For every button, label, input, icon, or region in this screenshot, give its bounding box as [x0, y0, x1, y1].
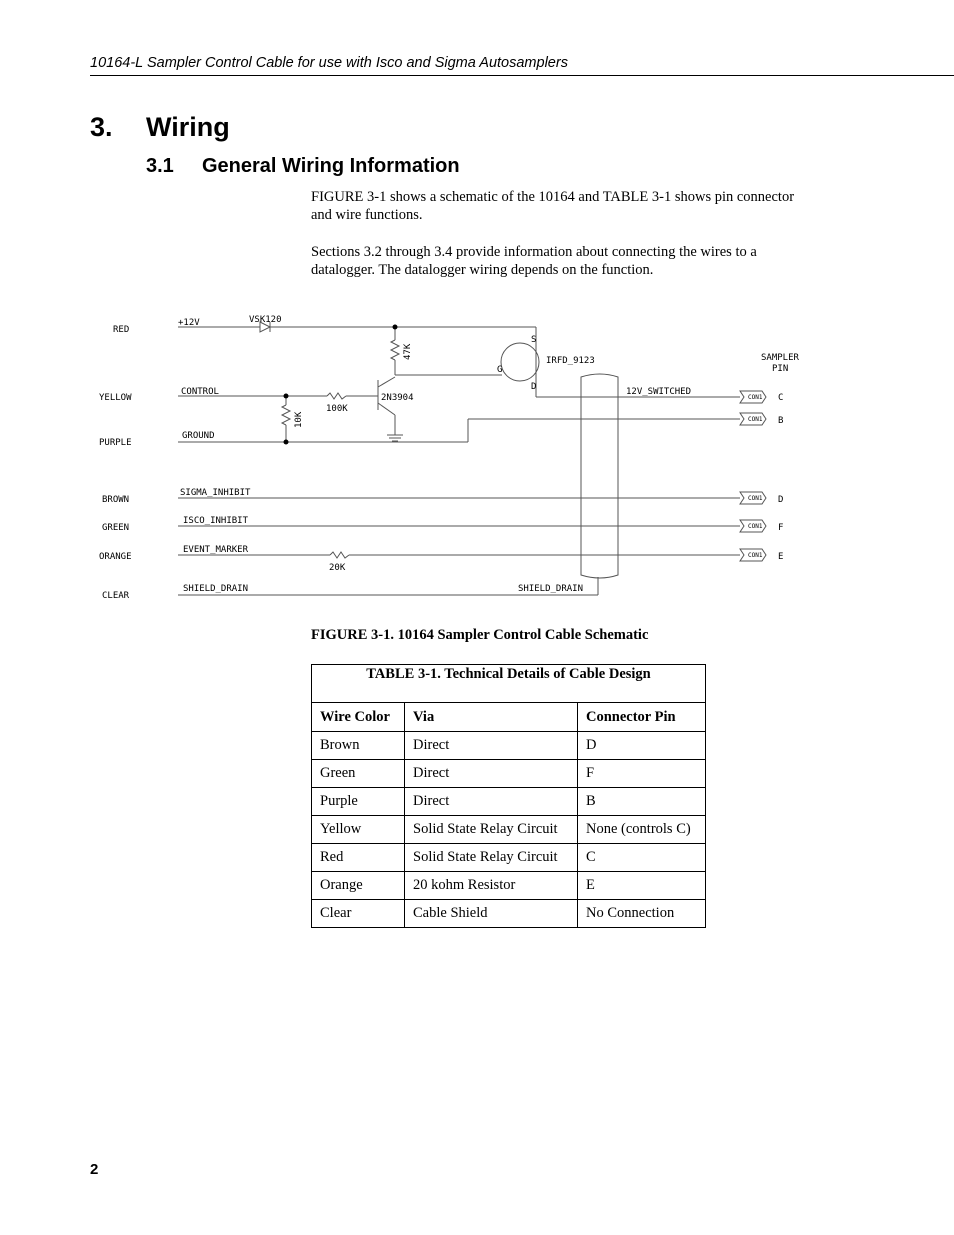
pin-b: B	[778, 416, 784, 426]
table-row	[312, 788, 706, 816]
cell-via: Direct	[405, 732, 578, 760]
wiring-schematic	[90, 305, 810, 605]
table-row	[312, 844, 706, 872]
subsection-title: General Wiring Information	[202, 155, 460, 177]
pin-e: E	[778, 552, 784, 562]
figure-caption: FIGURE 3-1. 10164 Sampler Control Cable Schematic	[311, 627, 649, 643]
table-row	[312, 732, 706, 760]
wire-red: RED	[113, 325, 130, 335]
net-sigma-inhibit: SIGMA_INHIBIT	[180, 488, 251, 498]
pin-f: F	[778, 523, 784, 533]
subsection-number: 3.1	[146, 155, 174, 177]
cell-wire-color: Orange	[312, 872, 405, 900]
section-heading	[90, 112, 230, 143]
wire-yellow: YELLOW	[99, 393, 132, 403]
paragraph-sections: Sections 3.2 through 3.4 provide information about connecting the wires to a datalogger. The datalogger wiring depends on the function.	[311, 244, 757, 278]
label-47k: 47K	[403, 343, 413, 360]
table-title: TABLE 3-1. Technical Details of Cable Design	[312, 665, 706, 703]
sampler-pin-label-1: SAMPLER	[761, 353, 799, 363]
section-number: 3.	[90, 112, 113, 142]
wire-purple: PURPLE	[99, 438, 132, 448]
conn-tag-c: CON1	[748, 394, 763, 401]
wire-brown: BROWN	[102, 495, 130, 505]
cell-via: Direct	[405, 788, 578, 816]
table-row	[312, 816, 706, 844]
cell-wire-color: Red	[312, 844, 405, 872]
label-mosfet-g: G	[497, 365, 503, 375]
label-mosfet-d: D	[531, 382, 537, 392]
wire-orange: ORANGE	[99, 552, 132, 562]
cell-via: 20 kohm Resistor	[405, 872, 578, 900]
cell-connector-pin: C	[578, 844, 706, 872]
label-mosfet: IRFD_9123	[546, 356, 595, 366]
wire-clear: CLEAR	[102, 591, 130, 601]
cell-wire-color: Green	[312, 760, 405, 788]
page-number: 2	[90, 1161, 99, 1178]
conn-tag-e: CON1	[748, 552, 763, 559]
section-title: Wiring	[146, 112, 230, 142]
pin-d: D	[778, 495, 784, 505]
label-transistor: 2N3904	[381, 393, 414, 403]
paragraph-intro: FIGURE 3-1 shows a schematic of the 10164 and TABLE 3-1 shows pin connector and wire functions.	[311, 189, 795, 223]
col-wire-color: Wire Color	[312, 703, 405, 732]
net-shield-drain-left: SHIELD_DRAIN	[183, 584, 249, 594]
label-20k: 20K	[329, 563, 346, 573]
conn-tag-b: CON1	[748, 416, 763, 423]
cell-connector-pin: No Connection	[578, 900, 706, 928]
pin-c: C	[778, 393, 784, 403]
label-mosfet-s: S	[531, 335, 537, 345]
net-shield-drain-right: SHIELD_DRAIN	[518, 584, 584, 594]
conn-tag-f: CON1	[748, 523, 763, 530]
cell-connector-pin: B	[578, 788, 706, 816]
cell-connector-pin: F	[578, 760, 706, 788]
conn-tag-d: CON1	[748, 495, 763, 502]
net-control: CONTROL	[181, 387, 219, 397]
cell-via: Cable Shield	[405, 900, 578, 928]
net-isco-inhibit: ISCO_INHIBIT	[183, 516, 249, 526]
net-12v: +12V	[178, 318, 200, 328]
table-row	[312, 872, 706, 900]
col-connector-pin: Connector Pin	[578, 703, 706, 732]
net-12v-switched: 12V_SWITCHED	[626, 387, 692, 397]
cell-via: Solid State Relay Circuit	[405, 844, 578, 872]
cell-via: Solid State Relay Circuit	[405, 816, 578, 844]
technical-details-table	[311, 664, 706, 928]
col-via: Via	[405, 703, 578, 732]
net-ground: GROUND	[182, 431, 215, 441]
wire-green: GREEN	[102, 523, 130, 533]
net-event-marker: EVENT_MARKER	[183, 545, 249, 555]
table-row	[312, 900, 706, 928]
subsection-heading	[146, 155, 460, 178]
table-row	[312, 760, 706, 788]
cell-wire-color: Clear	[312, 900, 405, 928]
cell-connector-pin: None (controls C)	[578, 816, 706, 844]
cell-via: Direct	[405, 760, 578, 788]
running-header: 10164-L Sampler Control Cable for use with Isco and Sigma Autosamplers	[90, 55, 954, 76]
cell-connector-pin: E	[578, 872, 706, 900]
cell-wire-color: Brown	[312, 732, 405, 760]
label-100k: 100K	[326, 404, 348, 414]
sampler-pin-label-2: PIN	[772, 364, 789, 374]
cell-wire-color: Yellow	[312, 816, 405, 844]
label-diode: VSK120	[249, 315, 282, 325]
cell-connector-pin: D	[578, 732, 706, 760]
cell-wire-color: Purple	[312, 788, 405, 816]
label-10k: 10K	[294, 411, 304, 428]
